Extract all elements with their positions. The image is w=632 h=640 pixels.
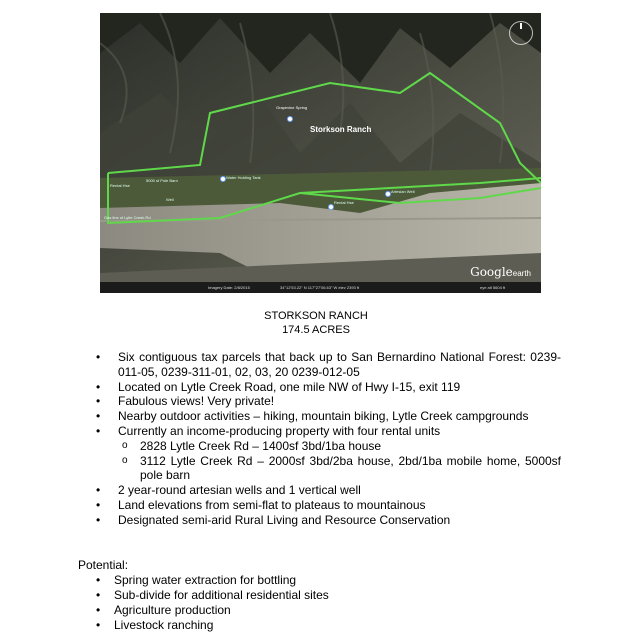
spring-pin-icon: [287, 116, 293, 122]
ranch-label: Storkson Ranch: [310, 125, 372, 134]
list-item: • Six contiguous tax parcels that back up to San Bernardino National Forest: 0239-011-05, 0239-311-01, 02, 03, 20 0239-012-05: [96, 350, 561, 380]
road-label: Gas line of Lytle Creek Rd: [104, 215, 151, 220]
eye-altitude: eye alt 5604 ft: [480, 285, 506, 290]
map-terrain: [100, 13, 541, 293]
document-title: [0, 309, 632, 337]
potential-list: [96, 573, 329, 633]
potential-heading: Potential:: [78, 558, 129, 572]
list-item: • 2 year-round artesian wells and 1 vertical well: [96, 483, 561, 498]
spring-label: Grapevine Spring: [276, 105, 308, 110]
sub-list-item: o 2828 Lytle Creek Rd – 1400sf 3bd/1ba house: [118, 439, 561, 454]
list-item: • Livestock ranching: [96, 618, 329, 633]
artesian-well-label: Artesian Well: [391, 189, 415, 194]
list-item: [96, 424, 561, 483]
rental-left-label: Rental Hse: [110, 183, 130, 188]
rental-units-list: [118, 439, 561, 483]
rental-right-label: Rental Hse: [334, 200, 354, 205]
pole-barn-label: 5000 sf Pole Barn: [146, 178, 178, 183]
list-item: • Fabulous views! Very private!: [96, 394, 561, 409]
compass-icon[interactable]: [509, 21, 533, 45]
property-name: STORKSON RANCH: [264, 310, 368, 322]
aerial-map[interactable]: [100, 13, 541, 293]
coordinates: 34°12'53.22" N 117°27'06.63" W elev 2393 ft: [280, 285, 360, 290]
list-item: • Located on Lytle Creek Road, one mile NW of Hwy I-15, exit 119: [96, 380, 561, 395]
property-acreage: 174.5 ACRES: [282, 324, 350, 336]
list-item: • Designated semi-arid Rural Living and Resource Conservation: [96, 513, 561, 528]
list-item: • Nearby outdoor activities – hiking, mountain biking, Lytle Creek campgrounds: [96, 409, 561, 424]
list-item: • Land elevations from semi-flat to plateaus to mountainous: [96, 498, 561, 513]
water-tank-label: Water Holding Tank: [226, 175, 261, 180]
imagery-date: Imagery Date: 2/8/2015: [208, 285, 250, 290]
map-status-bar: [100, 282, 541, 293]
google-earth-logo: Googleearth: [470, 265, 531, 279]
sub-list-item: o 3112 Lytle Creek Rd – 2000sf 3bd/2ba house, 2bd/1ba mobile home, 5000sf pole barn: [118, 454, 561, 484]
features-list: [96, 350, 561, 528]
list-item: • Sub-divide for additional residential sites: [96, 588, 329, 603]
list-item-text: Currently an income-producing property with four rental units: [118, 423, 441, 438]
well-label: Well: [166, 197, 174, 202]
list-item: • Spring water extraction for bottling: [96, 573, 329, 588]
list-item: • Agriculture production: [96, 603, 329, 618]
